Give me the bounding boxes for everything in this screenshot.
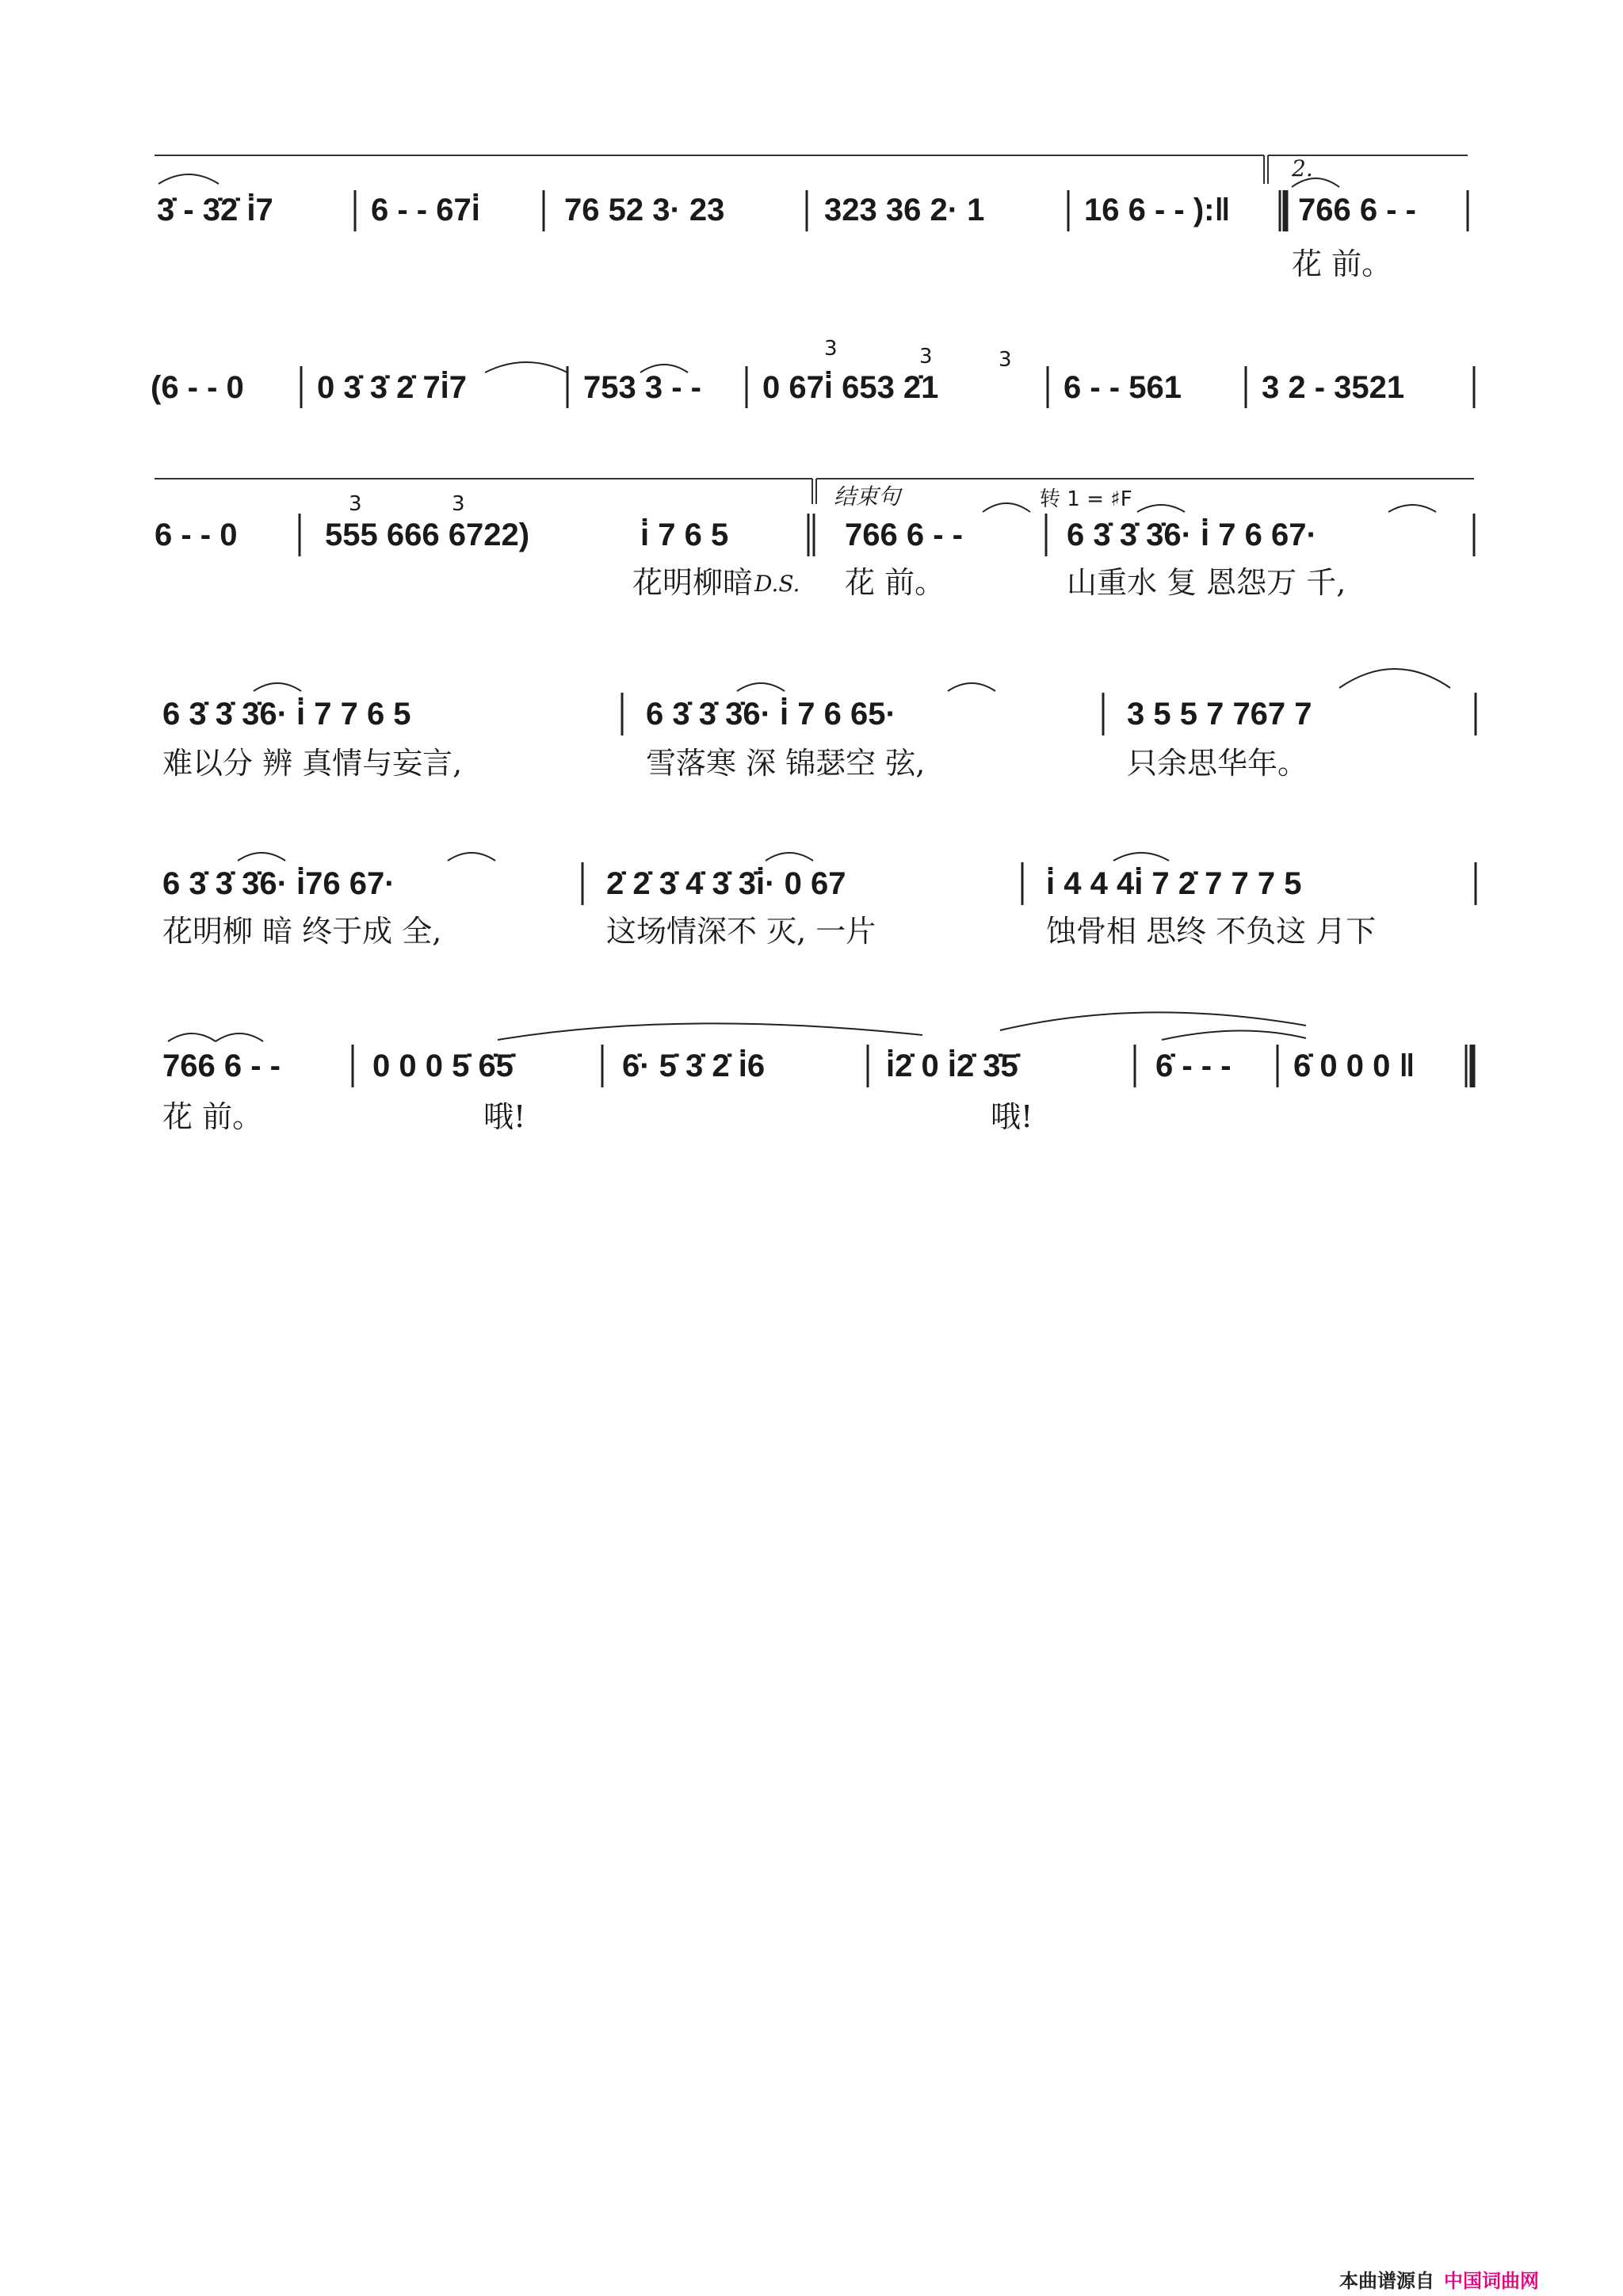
lyric: 花明柳 暗 终于成 全, <box>162 914 442 949</box>
footer-watermark <box>1339 2270 1539 2292</box>
lyric: 蚀骨相 思终 不负这 月下 <box>1046 914 1377 949</box>
svg-text:3: 3 <box>999 348 1012 372</box>
key-change: 转 1 = ♯F <box>1040 487 1132 511</box>
measure: 0 3̇ 3̇ 2̇ 7i̇7 <box>317 370 468 405</box>
lyric: 只余思华年。 <box>1127 746 1308 781</box>
measure: 76 52 3· 23 <box>564 193 725 227</box>
measure: i̇2̇ 0 i̇2̇ 3̇5̇ <box>886 1049 1018 1083</box>
measure: 6̇· 5̇ 3̇ 2̇ i̇6 <box>622 1049 766 1083</box>
lyric: 雪落寒 深 锦瑟空 弦, <box>646 746 926 781</box>
measure: 3 2 - 3521 <box>1262 370 1405 405</box>
coda-label: 结束句 <box>834 483 901 510</box>
measure: 6 3̇ 3̇ 3̇6· i̇ 7 6 67· <box>1067 518 1317 552</box>
lyric: 难以分 辨 真情与妄言, <box>162 746 463 781</box>
measure: 323 36 2· 1 <box>824 193 985 227</box>
measure: 766 6 - - <box>845 518 963 552</box>
measure: 753 3 - - <box>583 370 701 405</box>
measure: 6 - - 0 <box>155 518 238 552</box>
lyric: 哦! <box>991 1099 1033 1134</box>
measure: 6 - - 67i̇ <box>371 193 480 227</box>
measure: (6 - - 0 <box>151 370 244 405</box>
score-row-1 <box>155 155 1468 281</box>
measure: 3̇ - 3̇2̇ i̇7 <box>157 193 273 227</box>
measure: 6̇ - - - <box>1155 1049 1232 1083</box>
measure: 6 - - 561 <box>1064 370 1182 405</box>
measure: 6 3̇ 3̇ 3̇6· i̇ 7 6 65· <box>646 697 896 732</box>
score-row-5 <box>162 853 1476 949</box>
measure: 766 6 - - <box>1298 193 1416 227</box>
measure: 0 67i̇ 653 2̇1 <box>762 370 939 405</box>
score-row-4 <box>162 669 1476 781</box>
measure: 766 6 - - <box>162 1049 281 1083</box>
lyric: 花 前。 <box>1292 246 1392 281</box>
measure: 0 0 0 5̇ 6̇5̇ <box>372 1049 514 1083</box>
volta-label: 2. <box>1292 155 1313 181</box>
lyric: 花 前。 <box>845 565 945 600</box>
svg-text:3: 3 <box>824 337 838 361</box>
site-name: 中国词曲网 <box>1444 2270 1539 2292</box>
lyric: 这场情深不 灭, 一片 <box>606 914 876 949</box>
score-row-2 <box>151 337 1474 408</box>
svg-text:3: 3 <box>452 492 465 516</box>
svg-text:3: 3 <box>349 492 362 516</box>
score-row-6 <box>162 1012 1472 1134</box>
score-row-3 <box>155 479 1474 600</box>
lyric: 哦! <box>483 1099 526 1134</box>
lyric: 山重水 复 恩怨万 千, <box>1067 565 1346 600</box>
measure: 6̇ 0 0 0 ‖ <box>1293 1049 1415 1083</box>
lyric: 花明柳暗 <box>632 565 754 600</box>
source-text: 本曲谱源自 <box>1339 2270 1434 2292</box>
measure: i̇ 4 4 4i̇ 7 2̇ 7 7 7 5 <box>1046 866 1302 901</box>
measure: 555 666 6722) <box>325 518 530 552</box>
measure: 16 6 - - ):‖ <box>1084 193 1231 227</box>
measure: 2̇ 2̇ 3̇ 4̇ 3̇ 3̇i̇· 0 67 <box>606 866 846 901</box>
measure: i̇ 7 6 5 <box>640 518 729 552</box>
ds-mark: D.S. <box>754 571 800 597</box>
measure: 6 3̇ 3̇ 3̇6· i̇ 7 7 6 5 <box>162 697 411 732</box>
lyric: 花 前。 <box>162 1099 263 1134</box>
measure: 6 3̇ 3̇ 3̇6· i̇76 67· <box>162 866 395 901</box>
svg-text:3: 3 <box>919 345 933 369</box>
measure: 3 5 5 7 767 7 <box>1127 697 1312 732</box>
